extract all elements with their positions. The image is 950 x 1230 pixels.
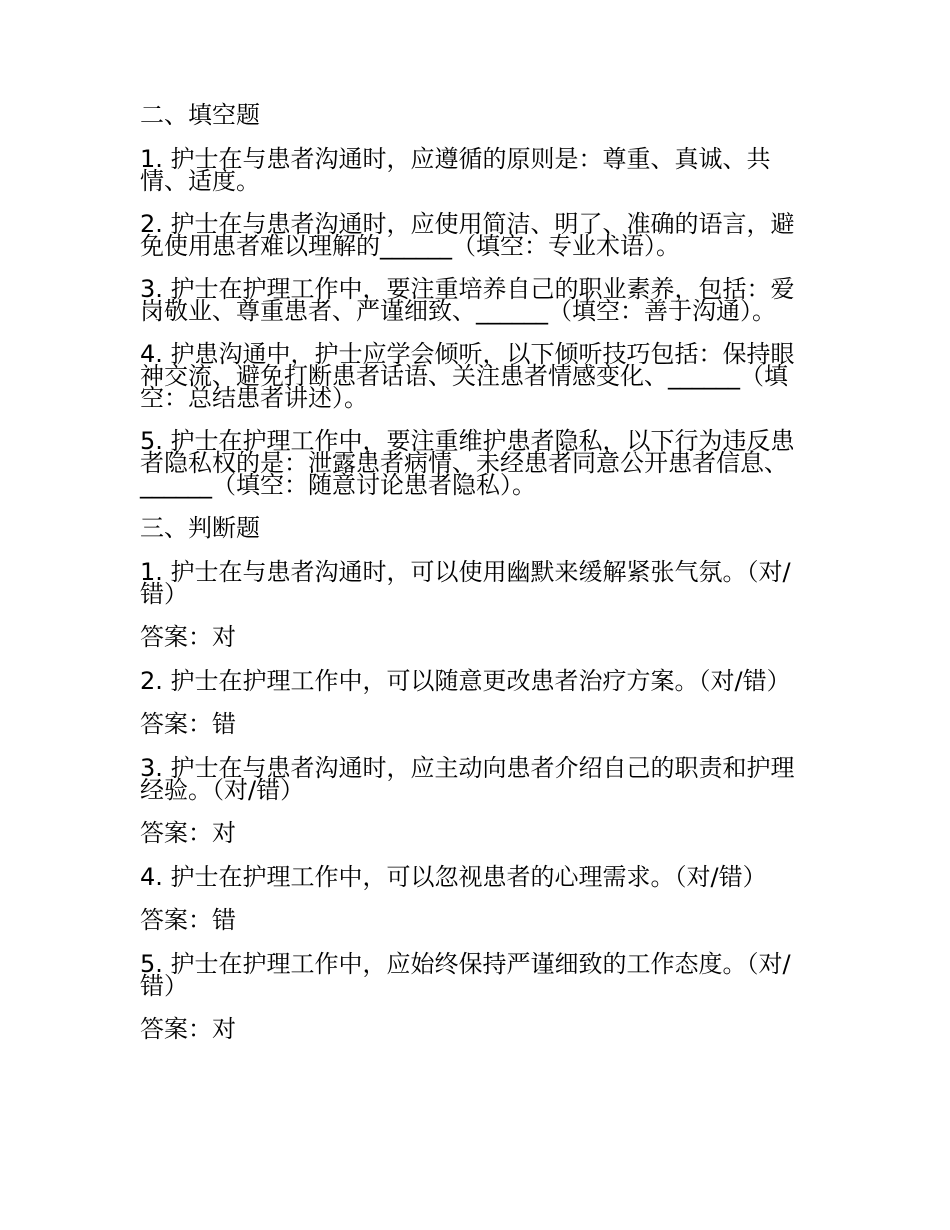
fill-blank-question-5: 5. 护士在护理工作中，要注重维护患者隐私，以下行为违反患者隐私权的是：泄露患者病情、未经患者同意公开患者信息、______（填空：随意讨论患者隐私）。 [140,427,795,499]
fill-blank-question-4: 4. 护患沟通中，护士应学会倾听，以下倾听技巧包括：保持眼神交流、避免打断患者话语、关注患者情感变化、______（填空：总结患者讲述）。 [140,340,795,412]
true-false-answer-2: 答案：错 [140,710,236,738]
true-false-answer-1: 答案：对 [140,623,236,651]
true-false-question-1: 1. 护士在与患者沟通时，可以使用幽默来缓解紧张气氛。（对/错） [140,558,791,608]
section-heading-true-false: 三、判断题 [140,514,260,542]
fill-blank-question-1: 1. 护士在与患者沟通时，应遵循的原则是：尊重、真诚、共情、适度。 [140,145,771,195]
true-false-answer-5: 答案：对 [140,1015,236,1043]
true-false-answer-3: 答案：对 [140,819,236,847]
true-false-question-3: 3. 护士在与患者沟通时，应主动向患者介绍自己的职责和护理经验。（对/错） [140,754,795,804]
true-false-question-5: 5. 护士在护理工作中，应始终保持严谨细致的工作态度。（对/错） [140,950,791,1000]
true-false-question-2: 2. 护士在护理工作中，可以随意更改患者治疗方案。（对/错） [140,667,791,695]
fill-blank-question-3: 3. 护士在护理工作中，要注重培养自己的职业素养，包括：爱岗敬业、尊重患者、严谨细致、______（填空：善于沟通）。 [140,275,795,325]
document-page [140,101,795,1062]
true-false-question-4: 4. 护士在护理工作中，可以忽视患者的心理需求。（对/错） [140,863,767,891]
true-false-answer-4: 答案：错 [140,906,236,934]
section-heading-fill-blank: 二、填空题 [140,101,260,129]
fill-blank-question-2: 2. 护士在与患者沟通时，应使用简洁、明了、准确的语言，避免使用患者难以理解的______（填空：专业术语）。 [140,210,795,260]
